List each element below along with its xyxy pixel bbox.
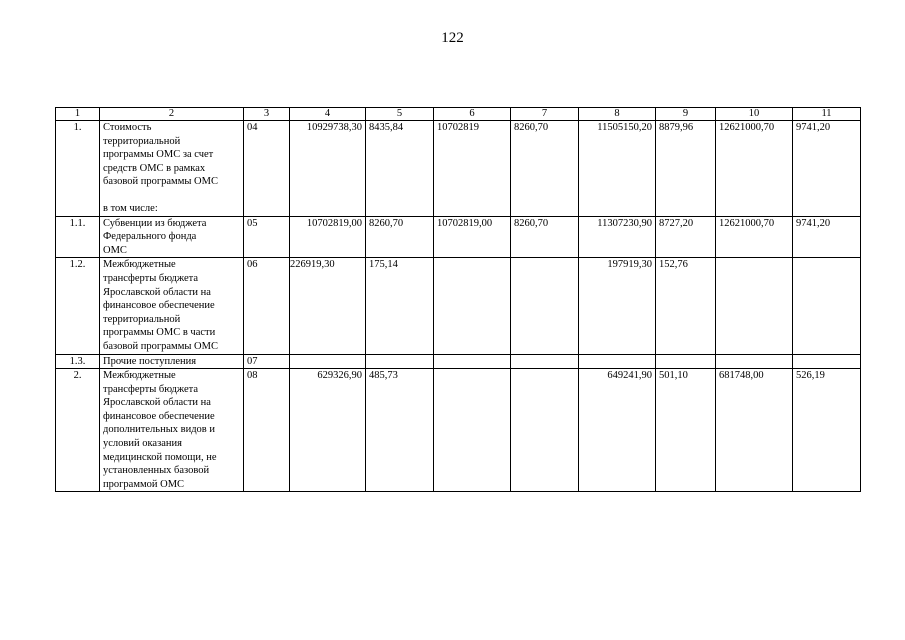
description-subheading: в том числе: — [103, 202, 158, 214]
description-line: Прочие поступления — [103, 355, 197, 367]
row-code: 06 — [244, 258, 290, 354]
column-header: 8 — [579, 108, 656, 121]
cell-value — [511, 354, 579, 369]
cell-value: 226919,30 — [290, 258, 366, 354]
cell-value: 9741,20 — [793, 121, 861, 217]
row-number: 2. — [56, 369, 100, 492]
column-header: 2 — [100, 108, 244, 121]
cell-value: 9741,20 — [793, 216, 861, 258]
description-line: Межбюджетные — [103, 370, 176, 382]
cell-value: 681748,00 — [716, 369, 793, 492]
cell-value — [656, 354, 716, 369]
description-line: программой ОМС — [103, 478, 185, 490]
cell-value — [793, 354, 861, 369]
description-line: программы ОМС за счет — [103, 149, 214, 161]
cell-value: 197919,30 — [579, 258, 656, 354]
budget-table — [55, 107, 861, 492]
description-line: дополнительных видов и — [103, 424, 215, 436]
cell-value: 11505150,20 — [579, 121, 656, 217]
cell-value: 8435,84 — [366, 121, 434, 217]
cell-value — [511, 258, 579, 354]
table-row — [56, 354, 861, 369]
cell-value: 12621000,70 — [716, 121, 793, 217]
description-line: Федерального фонда — [103, 231, 197, 243]
description-line: территориальной — [103, 313, 181, 325]
column-header: 6 — [434, 108, 511, 121]
description-line: установленных базовой — [103, 465, 210, 477]
cell-value: 485,73 — [366, 369, 434, 492]
cell-value: 175,14 — [366, 258, 434, 354]
column-header: 11 — [793, 108, 861, 121]
cell-value: 11307230,90 — [579, 216, 656, 258]
cell-value: 8260,70 — [511, 216, 579, 258]
description-line: Стоимость — [103, 122, 152, 133]
row-code: 04 — [244, 121, 290, 217]
description-line: базовой программы ОМС — [103, 176, 218, 188]
description-line: условий оказания — [103, 438, 182, 450]
cell-value: 10929738,30 — [290, 121, 366, 217]
row-number: 1.1. — [56, 216, 100, 258]
cell-value: 526,19 — [793, 369, 861, 492]
column-header: 4 — [290, 108, 366, 121]
cell-value — [716, 258, 793, 354]
page-number: 122 — [441, 30, 464, 46]
description-line: трансферты бюджета — [103, 272, 199, 284]
description-line: Межбюджетные — [103, 259, 176, 271]
cell-value: 629326,90 — [290, 369, 366, 492]
cell-value — [434, 354, 511, 369]
table-row — [56, 121, 861, 217]
row-code: 07 — [244, 354, 290, 369]
cell-value: 501,10 — [656, 369, 716, 492]
description-line: Ярославской области на — [103, 397, 211, 409]
row-number: 1.2. — [56, 258, 100, 354]
description-line: базовой программы ОМС — [103, 340, 218, 352]
cell-value — [434, 258, 511, 354]
column-header: 5 — [366, 108, 434, 121]
column-header: 9 — [656, 108, 716, 121]
cell-value: 8260,70 — [511, 121, 579, 217]
cell-value: 649241,90 — [579, 369, 656, 492]
row-code: 08 — [244, 369, 290, 492]
cell-value — [434, 369, 511, 492]
cell-value — [716, 354, 793, 369]
row-description — [100, 369, 244, 492]
description-line: программы ОМС в части — [103, 327, 216, 339]
cell-value: 8879,96 — [656, 121, 716, 217]
description-line: финансовое обеспечение — [103, 300, 215, 312]
row-code: 05 — [244, 216, 290, 258]
cell-value: 10702819,00 — [434, 216, 511, 258]
column-header: 10 — [716, 108, 793, 121]
cell-value — [579, 354, 656, 369]
cell-value — [290, 354, 366, 369]
description-line: финансовое обеспечение — [103, 410, 215, 422]
cell-value: 152,76 — [656, 258, 716, 354]
header-row — [56, 108, 861, 121]
row-description — [100, 121, 244, 217]
description-line: Ярославской области на — [103, 286, 211, 298]
column-header: 3 — [244, 108, 290, 121]
row-description — [100, 354, 244, 369]
table-row — [56, 216, 861, 258]
cell-value: 12621000,70 — [716, 216, 793, 258]
cell-value — [511, 369, 579, 492]
description-line: трансферты бюджета — [103, 383, 199, 395]
description-line: Субвенции из бюджета — [103, 217, 207, 229]
column-header: 1 — [56, 108, 100, 121]
cell-value: 10702819 — [434, 121, 511, 217]
row-description — [100, 258, 244, 354]
description-line: ОМС — [103, 244, 127, 256]
cell-value: 8260,70 — [366, 216, 434, 258]
row-description — [100, 216, 244, 258]
row-number: 1.3. — [56, 354, 100, 369]
description-line: территориальной — [103, 135, 181, 147]
cell-value: 8727,20 — [656, 216, 716, 258]
description-line: медицинской помощи, не — [103, 451, 217, 463]
cell-value: 10702819,00 — [290, 216, 366, 258]
cell-value — [793, 258, 861, 354]
row-number: 1. — [56, 121, 100, 217]
table-row — [56, 258, 861, 354]
cell-value — [366, 354, 434, 369]
table-row — [56, 369, 861, 492]
description-line: средств ОМС в рамках — [103, 162, 206, 174]
column-header: 7 — [511, 108, 579, 121]
